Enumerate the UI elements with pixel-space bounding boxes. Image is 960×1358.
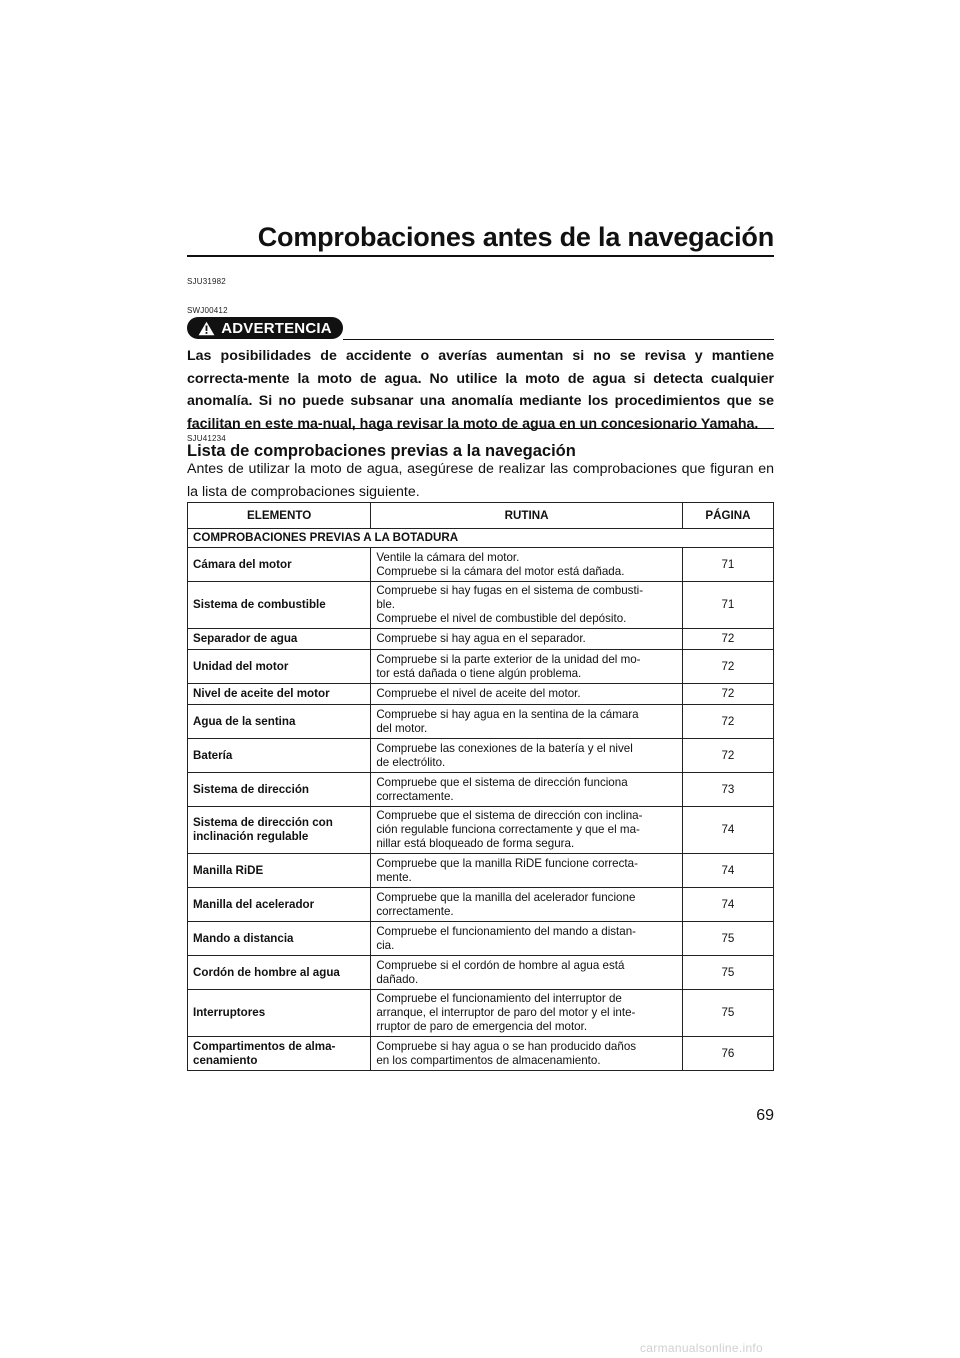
warning-code: SWJ00412 xyxy=(187,306,228,315)
warning-badge xyxy=(187,317,343,339)
group-label: COMPROBACIONES PREVIAS A LA BOTADURA xyxy=(188,529,774,548)
row-routine: Compruebe si hay fugas en el sistema de combusti- ble. Compruebe el nivel de combustible del depósito. xyxy=(371,582,683,629)
table-body xyxy=(188,529,774,1071)
row-element: Sistema de dirección xyxy=(188,773,371,807)
page-title: Comprobaciones antes de la navegación xyxy=(257,222,774,252)
row-page: 75 xyxy=(682,990,773,1037)
warning-rule xyxy=(343,339,774,340)
row-element: Sistema de dirección con inclinación regulable xyxy=(188,807,371,854)
row-routine: Compruebe si la parte exterior de la unidad del mo- tor está dañada o tiene algún problema. xyxy=(371,650,683,684)
table-group-row xyxy=(188,529,774,548)
row-page: 72 xyxy=(682,629,773,650)
row-routine: Compruebe si hay agua en el separador. xyxy=(371,629,683,650)
section-intro: Antes de utilizar la moto de agua, asegúrese de realizar las comprobaciones que figuran en la lista de comprobaciones siguiente. xyxy=(187,461,774,500)
table-row xyxy=(188,807,774,854)
table-row xyxy=(188,956,774,990)
row-routine: Compruebe que la manilla del acelerador funcione correctamente. xyxy=(371,888,683,922)
row-page: 74 xyxy=(682,807,773,854)
row-routine: Ventile la cámara del motor. Compruebe si la cámara del motor está dañada. xyxy=(371,548,683,582)
table-header-row xyxy=(188,503,774,529)
row-page: 74 xyxy=(682,854,773,888)
table-row xyxy=(188,582,774,629)
row-routine: Compruebe que la manilla RiDE funcione correcta- mente. xyxy=(371,854,683,888)
table-row xyxy=(188,773,774,807)
row-routine: Compruebe si hay agua en la sentina de la cámara del motor. xyxy=(371,705,683,739)
row-element: Nivel de aceite del motor xyxy=(188,684,371,705)
row-page: 74 xyxy=(682,888,773,922)
row-routine: Compruebe el funcionamiento del interruptor de arranque, el interruptor de paro del motor y el inte- rruptor de paro de emergencia del motor. xyxy=(371,990,683,1037)
warning-triangle-icon xyxy=(198,321,215,336)
row-routine: Compruebe si el cordón de hombre al agua está dañado. xyxy=(371,956,683,990)
row-page: 71 xyxy=(682,582,773,629)
table-row xyxy=(188,650,774,684)
header-page: PÁGINA xyxy=(682,503,773,529)
header-element: ELEMENTO xyxy=(188,503,371,529)
warning-text: Las posibilidades de accidente o averías aumentan si no se revisa y mantiene correcta-mente la moto de agua. No utilice la moto de agua si detecta cualquier anomalía. Si no puede subsanar una anomalía mediante los procedimientos que se facilitan en este ma-nual, haga revisar la moto de agua en un concesionario Yamaha. xyxy=(187,348,774,433)
row-page: 72 xyxy=(682,705,773,739)
header-routine: RUTINA xyxy=(371,503,683,529)
table-row xyxy=(188,922,774,956)
row-page: 71 xyxy=(682,548,773,582)
row-page: 72 xyxy=(682,739,773,773)
checklist-table xyxy=(187,502,774,1071)
watermark-text: carmanualsonline.info xyxy=(640,1341,764,1355)
warning-label: ADVERTENCIA xyxy=(221,319,332,337)
row-routine: Compruebe que el sistema de dirección funciona correctamente. xyxy=(371,773,683,807)
table-row xyxy=(188,854,774,888)
row-page: 72 xyxy=(682,650,773,684)
table-row xyxy=(188,705,774,739)
row-element: Separador de agua xyxy=(188,629,371,650)
row-page: 72 xyxy=(682,684,773,705)
row-element: Cámara del motor xyxy=(188,548,371,582)
row-element: Manilla del acelerador xyxy=(188,888,371,922)
table-row xyxy=(188,739,774,773)
row-element: Unidad del motor xyxy=(188,650,371,684)
row-routine: Compruebe el funcionamiento del mando a distan- cia. xyxy=(371,922,683,956)
table-row xyxy=(188,548,774,582)
row-element: Sistema de combustible xyxy=(188,582,371,629)
row-page: 73 xyxy=(682,773,773,807)
row-element: Mando a distancia xyxy=(188,922,371,956)
table-row xyxy=(188,684,774,705)
row-routine: Compruebe las conexiones de la batería y el nivel de electrólito. xyxy=(371,739,683,773)
list-code: SJU41234 xyxy=(187,434,226,443)
row-page: 75 xyxy=(682,956,773,990)
row-element: Manilla RiDE xyxy=(188,854,371,888)
table-row xyxy=(188,888,774,922)
table-row xyxy=(188,629,774,650)
row-element: Compartimentos de alma- cenamiento xyxy=(188,1037,371,1071)
row-routine: Compruebe si hay agua o se han producido daños en los compartimentos de almacenamiento. xyxy=(371,1037,683,1071)
row-routine: Compruebe el nivel de aceite del motor. xyxy=(371,684,683,705)
table-row xyxy=(188,1037,774,1071)
row-element: Cordón de hombre al agua xyxy=(188,956,371,990)
row-routine: Compruebe que el sistema de dirección con inclina- ción regulable funciona correctamente y que el ma- nillar está bloqueado de forma segura. xyxy=(371,807,683,854)
row-element: Batería xyxy=(188,739,371,773)
page-number: 69 xyxy=(756,1107,774,1124)
row-element: Interruptores xyxy=(188,990,371,1037)
section-heading: Lista de comprobaciones previas a la navegación xyxy=(187,442,576,460)
section-code: SJU31982 xyxy=(187,277,226,286)
row-element: Agua de la sentina xyxy=(188,705,371,739)
table-row xyxy=(188,990,774,1037)
row-page: 75 xyxy=(682,922,773,956)
row-page: 76 xyxy=(682,1037,773,1071)
warning-bottom-rule xyxy=(187,428,774,429)
title-rule xyxy=(187,255,774,257)
